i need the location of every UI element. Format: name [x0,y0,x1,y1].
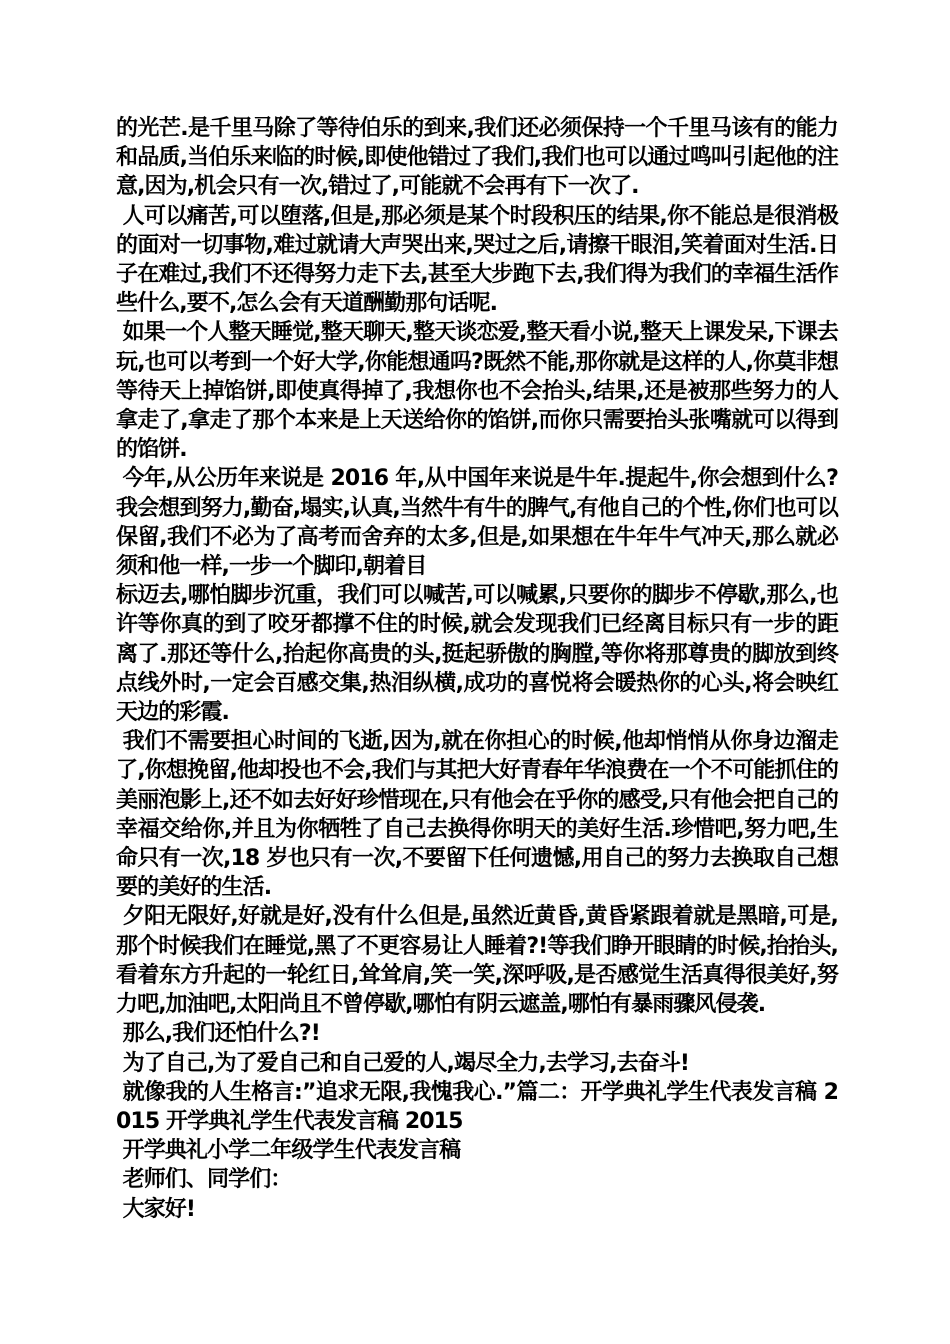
salutation: 老师们、同学们： [122,1167,292,1193]
paragraph-self: 为了自己,为了爱自己和自己爱的人,竭尽全力,去学习,去奋斗! [122,1050,690,1076]
paragraph-fear: 那么,我们还怕什么?! [122,1021,320,1047]
greeting: 大家好! [122,1196,196,1222]
paragraph-goal: 标迈去,哪怕脚步沉重，我们可以喊苦,可以喊累,只要你的脚步不停歇,那么,也许等你真的到了咬牙都撑不住的时候,就会发现我们已经离目标只有一步的距离了.那还等什么,抬起你高贵的头,挺起骄傲的胸膛,等你将那尊贵的脚放到终点线外时,一定会百感交集,热泪纵横,成功的喜悦将会暖热你的心头,将会映红天边的彩霞. [116,583,838,726]
paragraph-qianlima: 的光芒.是千里马除了等待伯乐的到来,我们还必须保持一个千里马该有的能力和品质,当伯乐来临的时候,即使他错过了我们,我们也可以通过鸣叫引起他的注意,因为,机会只有一次,错过了,可能就不会再有下一次了. [116,116,838,200]
paragraph-year-of-ox: 今年,从公历年来说是 2016 年,从中国年来说是牛年.提起牛,你会想到什么?我会想到努力,勤奋,塌实,认真,当然牛有牛的脾气,有他自己的个性,你们也可以保留,我们不必为了高考而舍弃的太多,但是,如果想在牛年牛气冲天,那么就必须和他一样,一步一个脚印,朝着目 [116,466,838,580]
paragraph-sunset: 夕阳无限好,好就是好,没有什么但是,虽然近黄昏,黄昏紧跟着就是黑暗,可是,那个时候我们在睡觉,黑了不更容易让人睡着?!等我们睁开眼睛的时候,抬抬头,看着东方升起的一轮红日,耸耸肩,笑一笑,深呼吸,是否感觉生活真得很美好,努力吧,加油吧,太阳尚且不曾停歇,哪怕有阴云遮盖,哪怕有暴雨骤风侵袭. [116,904,838,1018]
paragraph-motto: 就像我的人生格言:”追求无限,我愧我心.”篇二：开学典礼学生代表发言稿 2015 开学典礼学生代表发言稿 2015 [116,1079,838,1134]
paragraph-time: 我们不需要担心时间的飞逝,因为,就在你担心的时候,他却悄悄从你身边溜走了,你想挽留,他却投也不会,我们与其把大好青春年华浪费在一个不可能抓住的美丽泡影上,还不如去好好珍惜现在,只有他会在乎你的感受,只有他会把自己的幸福交给你,并且为你牺牲了自己去换得你明天的美好生活.珍惜吧,努力吧,生命只有一次,18 岁也只有一次,不要留下任何遗憾,用自己的努力去换取自己想要的美好的生活. [116,729,838,901]
speech-title: 开学典礼小学二年级学生代表发言稿 [122,1138,461,1164]
document-page [116,114,838,1224]
paragraph-pain: 人可以痛苦,可以堕落,但是,那必须是某个时段积压的结果,你不能总是很消极的面对一切事物,难过就请大声哭出来,哭过之后,请擦干眼泪,笑着面对生活.日子在难过,我们不还得努力走下去,甚至大步跑下去,我们得为我们的幸福生活作些什么,要不,怎么会有天道酬勤那句话呢. [116,203,838,317]
paragraph-sleep: 如果一个人整天睡觉,整天聊天,整天谈恋爱,整天看小说,整天上课发呆,下课去玩,也可以考到一个好大学,你能想通吗?既然不能,那你就是这样的人,你莫非想等待天上掉馅饼,即使真得掉了,我想你也不会抬头,结果,还是被那些努力的人拿走了,拿走了那个本来是上天送给你的馅饼,而你只需要抬头张嘴就可以得到的馅饼. [116,320,838,463]
